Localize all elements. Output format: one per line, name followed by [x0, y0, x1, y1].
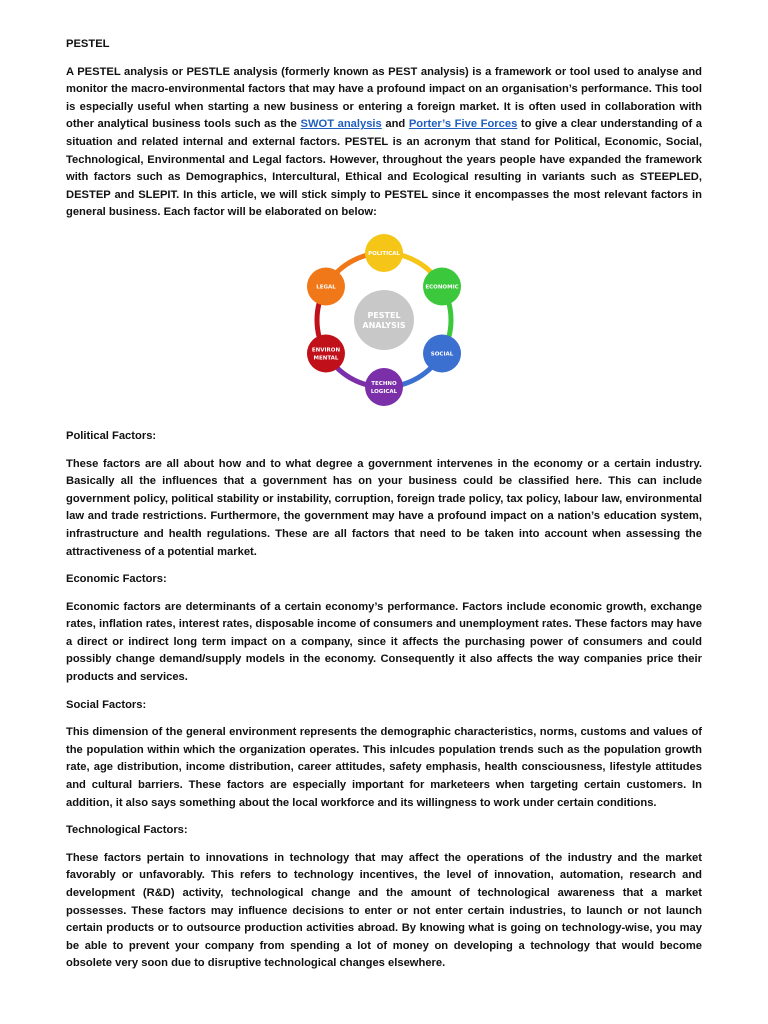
intro-text-2: and — [381, 118, 409, 131]
factor-node-label: ECONOMIC — [425, 284, 459, 291]
factor-node-label: LOGICAL — [370, 388, 398, 395]
political-heading: Political Factors: — [66, 429, 157, 442]
factor-node-label: TECHNO — [371, 380, 397, 387]
swot-analysis-link[interactable]: SWOT analysis — [300, 118, 382, 131]
factor-node-label: MENTAL — [313, 355, 339, 362]
intro-paragraph — [66, 64, 702, 222]
social-heading: Social Factors: — [66, 698, 147, 711]
factor-node — [365, 368, 403, 406]
factor-node — [307, 334, 345, 372]
document-title: PESTEL — [66, 38, 110, 50]
factor-node-label: SOCIAL — [430, 351, 454, 358]
economic-heading: Economic Factors: — [66, 573, 167, 586]
economic-paragraph: Economic factors are determinants of a certain economy’s performance. Factors include economic growth, exchange rates, inflation rates, interest rates, disposable income of consumers and unemployment rates. These factors may have a direct or indirect long term impact on a company, since it affects the purchasing power of consumers and could possibly change demand/supply models in the economy. Consequently it also affects the way companies price their products and services. — [66, 600, 702, 684]
porters-five-forces-link[interactable]: Porter’s Five Forces — [408, 118, 518, 131]
factor-node-label: ENVIRON — [311, 347, 341, 354]
social-paragraph: This dimension of the general environment represents the demographic characteristics, norms, customs and values of the population within which the organization operates. This inlcudes population trends such as the population growth rate, age distribution, income distribution, career attitudes, safety emphasis, health consciousness, lifestyle attitudes and cultural barriers. These factors are especially important for marketeers when targeting certain customers. In addition, it also says something about the local workforce and its willingness to work under certain conditions. — [66, 726, 702, 809]
intro-text-3: to give a clear understanding of a situation and related internal and external factors. PESTEL is an acronym that stand for Political, Economic, Social, Technological, Environmental and Legal factors. However, throughout the years people have expanded the framework with factors such as Demographics, Intercultural, Ethical and Ecological resulting in variants such as STEEPLED, DESTEP and SLEPIT. In this article, we will stick simply to PESTEL since it encompasses the most relevant factors in general business. Each factor will be elaborated on below: — [66, 118, 703, 219]
document-page — [66, 36, 702, 973]
pestel-diagram — [66, 232, 702, 418]
intro-text-1: A PESTEL analysis or PESTLE analysis (formerly known as PEST analysis) is a framework or tool used to analyse and monitor the macro-environmental factors that may have a profound impact on an organisation’s performance. This tool is especially useful when starting a new business or entering a foreign market. It is often used in collaboration with other analytical business tools such as the — [66, 65, 702, 131]
center-label: ANALYSIS — [362, 320, 406, 330]
center-label: PESTEL — [367, 310, 401, 320]
technological-heading: Technological Factors: — [66, 824, 188, 837]
factor-node-label: POLITICAL — [368, 250, 400, 257]
pestel-diagram-svg — [296, 232, 472, 408]
factor-node-label: LEGAL — [316, 284, 336, 291]
center-circle — [354, 290, 414, 350]
political-paragraph: These factors are all about how and to what degree a government intervenes in the economy or a certain industry. Basically all the influences that a government has on your business could be classified here. This can include government policy, political stability or instability, corruption, foreign trade policy, tax policy, labour law, environmental law and trade restrictions. Furthermore, the government may have a profound impact on a nation’s education system, infrastructure and health regulations. These are all factors that need to be taken into account when assessing the attractiveness of a potential market. — [66, 457, 702, 558]
technological-paragraph: These factors pertain to innovations in technology that may affect the operations of the industry and the market favorably or unfavorably. This refers to technology incentives, the level of innovation, automation, research and development (R&D) activity, technological change and the amount of technological awareness that a market possesses. These factors may influence decisions to enter or not enter certain industries, to launch or not launch certain products or to outsource production activities abroad. By knowing what is going on technology-wise, you may be able to prevent your company from spending a lot of money on developing a technology that would become obsolete very soon due to disruptive technological changes elsewhere. — [66, 851, 702, 970]
